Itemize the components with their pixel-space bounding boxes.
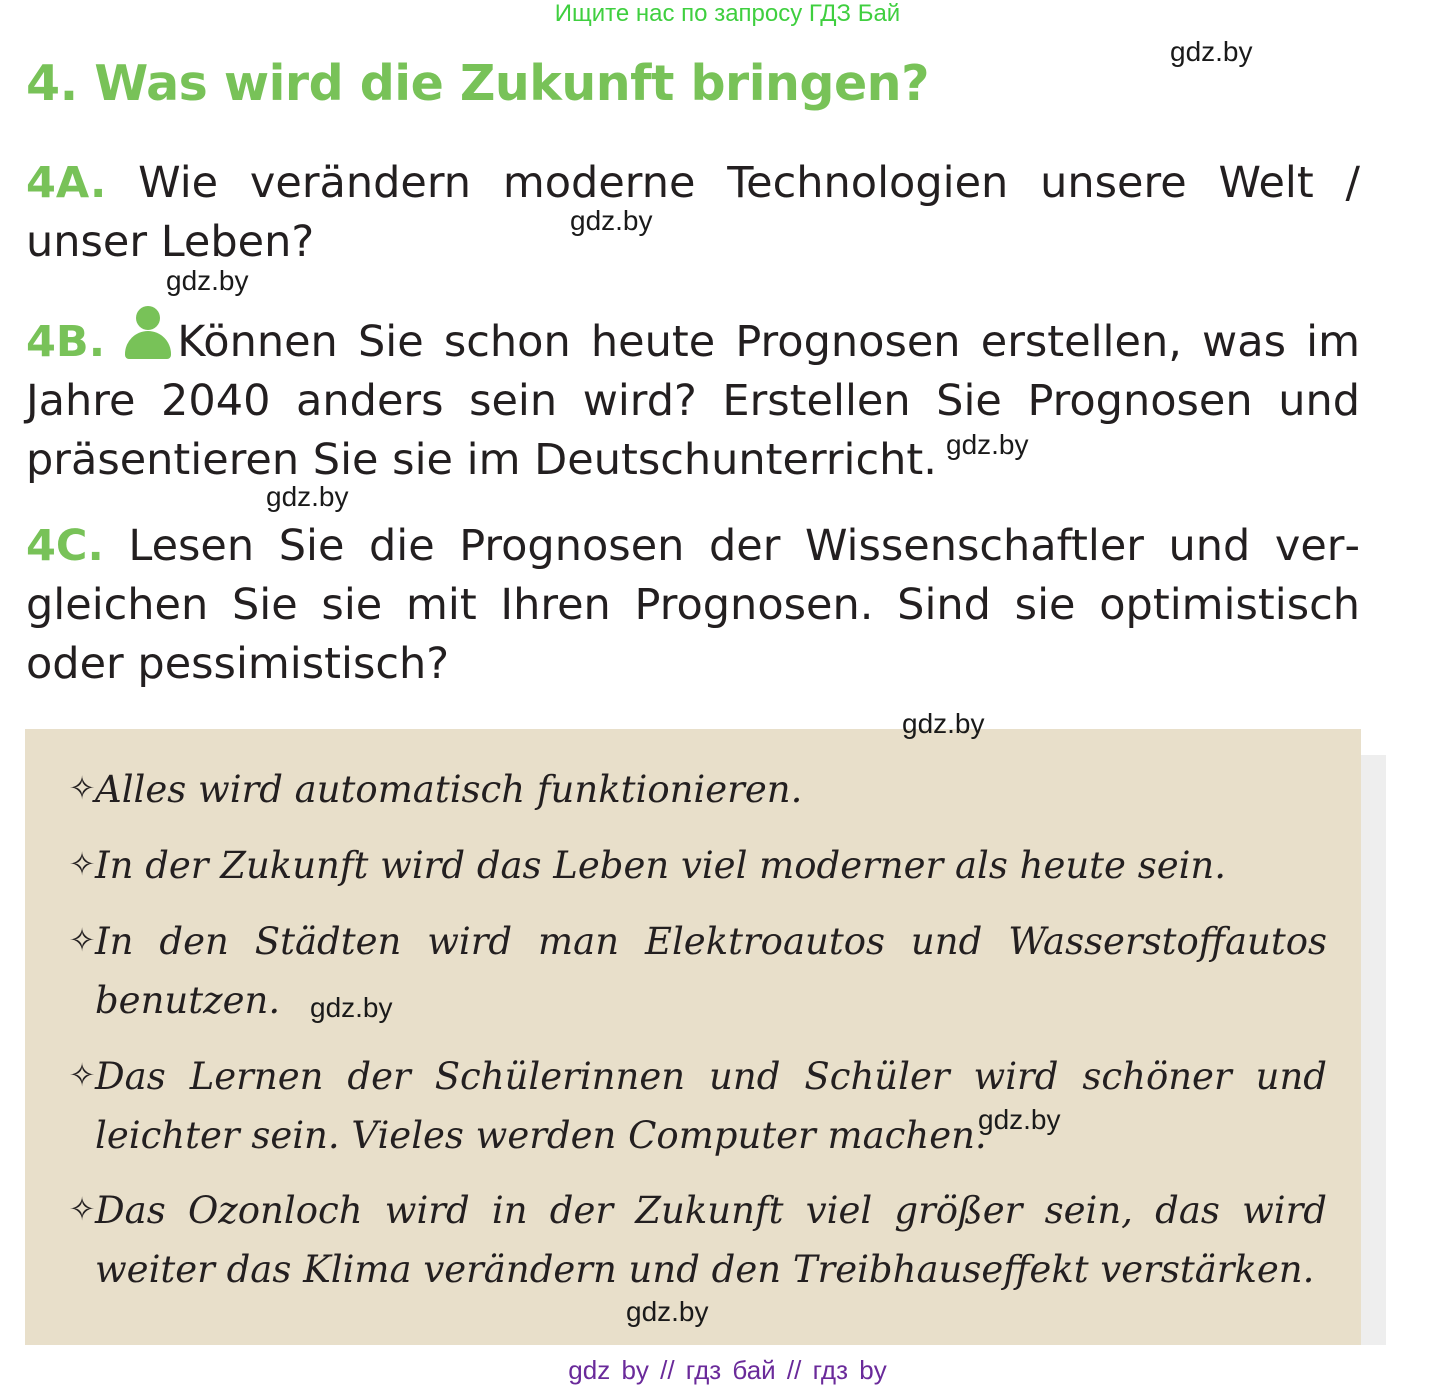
task-4c-text: Lesen Sie die Prognosen der Wissenschaftler und vergleichen Sie sie mit Ihren Prognosen. Sind sie optimistisch oder pessimistisch? — [26, 521, 1360, 689]
task-4c-number: 4C. — [26, 521, 104, 571]
exercise-title: 4. Was wird die Zukunft bringen? — [26, 55, 929, 112]
watermark: gdz.by — [978, 1104, 1061, 1135]
bullet-star-icon: ✧ — [68, 1056, 96, 1094]
prognoses-box-shadow — [1360, 755, 1386, 1345]
watermark: gdz.by — [166, 265, 249, 296]
prognosis-item: Das Lernen der Schülerinnen und Schüler wird schöner und leichter sein. Vieles werden Computer machen. — [95, 1055, 1327, 1157]
task-4a-number: 4A. — [26, 158, 107, 208]
pair-work-icon — [125, 306, 171, 362]
footer-links: gdz by // гдз бай // гдз by — [568, 1355, 887, 1385]
task-4b-text: Können Sie schon heute Prognosen erstellen, was im Jahre 2040 anders sein wird? Erstellen Sie Prognosen und präsentieren Sie sie im Deutschunterricht. — [26, 317, 1360, 485]
watermark: gdz.by — [310, 992, 393, 1023]
task-4b-number: 4B. — [26, 317, 106, 367]
task-4c — [26, 517, 1360, 694]
task-4a-text: Wie verändern moderne Technologien unsere Welt / unser Leben? — [26, 158, 1361, 267]
watermark: gdz.by — [266, 481, 349, 512]
prognosis-item: In den Städten wird man Elektroautos und Wasserstoffautos benutzen. — [95, 920, 1327, 1022]
top-banner: Ищите нас по запросу ГДЗ Бай — [554, 0, 901, 27]
watermark: gdz.by — [946, 429, 1029, 460]
bullet-star-icon: ✧ — [68, 921, 96, 959]
watermark: gdz.by — [570, 205, 653, 236]
task-4b — [26, 306, 1360, 490]
prognosis-item: In der Zukunft wird das Leben viel moderner als heute sein. — [95, 844, 1227, 887]
watermark: gdz.by — [1170, 36, 1253, 67]
prognosis-item: Alles wird automatisch funktionieren. — [95, 768, 803, 811]
bullet-star-icon: ✧ — [68, 845, 96, 883]
bullet-star-icon: ✧ — [68, 769, 96, 807]
watermark: gdz.by — [626, 1296, 709, 1327]
prognosis-item: Das Ozonloch wird in der Zukunft viel größer sein, das wird weiter das Klima verändern und den Treibhauseffekt verstärken. — [95, 1189, 1327, 1291]
bullet-star-icon: ✧ — [68, 1190, 96, 1228]
watermark: gdz.by — [902, 708, 985, 739]
task-4a — [26, 154, 1360, 272]
